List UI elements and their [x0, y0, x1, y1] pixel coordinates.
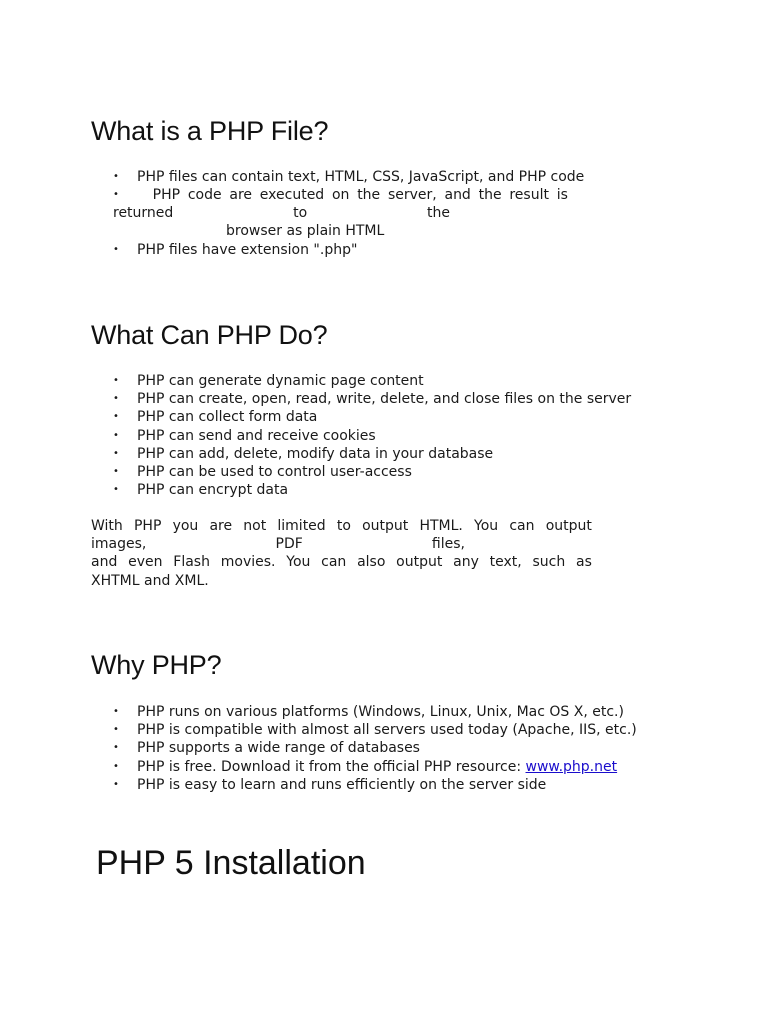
- word: is: [556, 187, 568, 203]
- word: to: [336, 518, 351, 534]
- word: output: [545, 518, 592, 534]
- word: such: [532, 554, 566, 570]
- output-paragraph-line-4: XHTML and XML.: [91, 573, 209, 589]
- word: can: [321, 554, 347, 570]
- word: HTML.: [419, 518, 463, 534]
- list-item-text: PHP is free. Download it from the official PHP resource:: [137, 758, 526, 775]
- word: You: [474, 518, 499, 534]
- list-item: • PHP can send and receive cookies: [113, 427, 673, 445]
- list-item: • PHP can encrypt data: [113, 481, 673, 499]
- word: PHP: [133, 518, 162, 534]
- output-paragraph: [91, 517, 592, 535]
- list-item: [113, 758, 693, 776]
- word: the: [478, 187, 502, 203]
- list-item: • PHP runs on various platforms (Windows, Linux, Unix, Mac OS X, etc.): [113, 703, 693, 721]
- list-item: • PHP can create, open, read, write, delete, and close files on the server: [113, 390, 673, 408]
- list-item: • PHP is easy to learn and runs efficiently on the server side: [113, 776, 693, 794]
- php-file-bullet-2: [113, 186, 568, 204]
- list-item: • PHP files have extension ".php": [113, 241, 613, 259]
- word: output: [396, 554, 443, 570]
- word: You: [286, 554, 311, 570]
- word: files,: [431, 536, 465, 552]
- heading-why-php: Why PHP?: [91, 650, 222, 680]
- php-file-bullet-2-line-2: [113, 204, 450, 222]
- list-item: • PHP is compatible with almost all servers used today (Apache, IIS, etc.): [113, 721, 693, 739]
- word: text,: [489, 554, 522, 570]
- justified-line: [91, 517, 592, 535]
- word: are: [229, 187, 253, 203]
- list-item: • PHP can add, delete, modify data in your database: [113, 445, 673, 463]
- why-php-bullet-list: [113, 703, 693, 794]
- word: code: [187, 187, 222, 203]
- justified-line: [113, 186, 568, 204]
- word: images,: [91, 536, 147, 552]
- output-paragraph-line-2: [91, 535, 465, 553]
- word: With: [91, 518, 123, 534]
- output-paragraph-line-3: [91, 553, 592, 571]
- word: PDF: [275, 536, 303, 552]
- word: and: [91, 554, 118, 570]
- justified-line: [113, 204, 450, 222]
- php-can-do-bullet-list: [113, 372, 673, 499]
- word: PHP: [152, 187, 181, 203]
- word: output: [362, 518, 409, 534]
- heading-what-is-php-file: What is a PHP File?: [91, 116, 329, 146]
- word: the: [427, 205, 450, 221]
- word: limited: [277, 518, 326, 534]
- word: can: [509, 518, 535, 534]
- word: any: [453, 554, 479, 570]
- word: are: [209, 518, 233, 534]
- heading-what-can-php-do: What Can PHP Do?: [91, 320, 328, 350]
- word: server,: [387, 187, 437, 203]
- word: also: [357, 554, 386, 570]
- word: returned: [113, 205, 174, 221]
- word: movies.: [220, 554, 276, 570]
- justified-line: [91, 535, 465, 553]
- word: result: [509, 187, 549, 203]
- word: the: [357, 187, 381, 203]
- word: Flash: [173, 554, 210, 570]
- list-item: • PHP supports a wide range of databases: [113, 739, 693, 757]
- list-item: • PHP files can contain text, HTML, CSS, JavaScript, and PHP code: [113, 168, 613, 186]
- bullet-glyph: •: [113, 189, 119, 200]
- php-file-bullet-list-end: [113, 241, 613, 259]
- php-file-bullet-2-line-3: browser as plain HTML: [226, 223, 385, 239]
- word: not: [243, 518, 267, 534]
- php-net-link[interactable]: www.php.net: [525, 758, 618, 775]
- word: as: [576, 554, 592, 570]
- word: you: [172, 518, 199, 534]
- word: on: [331, 187, 350, 203]
- word: executed: [259, 187, 325, 203]
- word: and: [444, 187, 471, 203]
- heading-php5-installation: PHP 5 Installation: [96, 844, 366, 882]
- list-item: • PHP can collect form data: [113, 408, 673, 426]
- justified-line: [91, 553, 592, 571]
- word: even: [128, 554, 163, 570]
- list-item: • PHP can generate dynamic page content: [113, 372, 673, 390]
- list-item: • PHP can be used to control user-access: [113, 463, 673, 481]
- word: to: [293, 205, 308, 221]
- php-file-bullet-list: [113, 168, 613, 186]
